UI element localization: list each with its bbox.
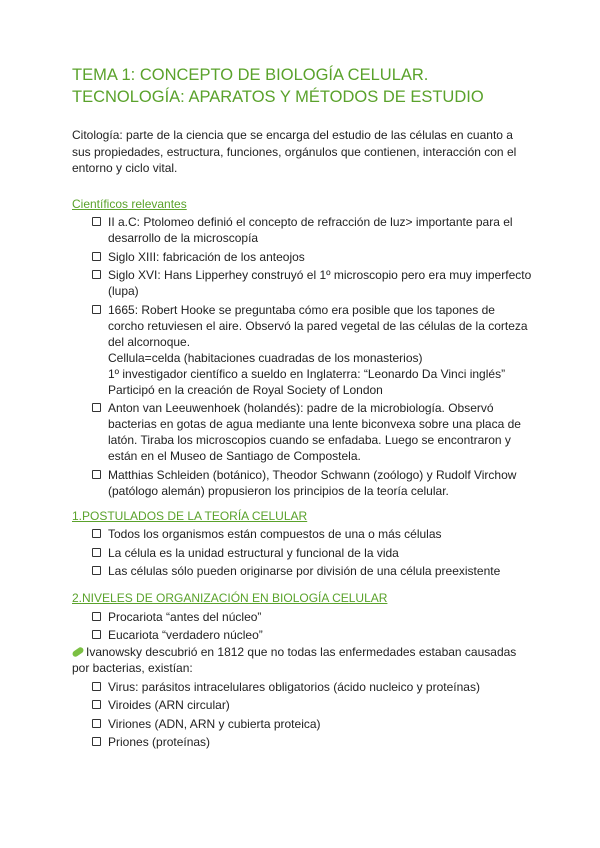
checkbox-icon[interactable] <box>92 403 101 412</box>
item-text: II a.C: Ptolomeo definió el concepto de refracción de luz> importante para el desarrollo de la microscopía <box>108 215 513 245</box>
section-heading-postulados: 1.POSTULADOS DE LA TEORÍA CELULAR <box>72 508 308 523</box>
cientificos-list <box>72 214 534 499</box>
list-item <box>92 627 534 643</box>
checkbox-icon[interactable] <box>92 630 101 639</box>
title-line-1: TEMA 1: CONCEPTO DE BIOLOGÍA CELULAR. <box>72 66 429 84</box>
list-item <box>92 716 534 732</box>
niveles-list-a <box>72 609 534 644</box>
postulados-list <box>72 526 534 579</box>
item-text: Anton van Leeuwenhoek (holandés): padre de la microbiología. Observó bacterias en gotas de agua mediante una lente biconvexa sobre una placa de latón. Tiraba los microscopios cuando se enfadaba. Luego se encontraron y están en el Museo de Santiago de Compostela. <box>108 401 521 463</box>
section-heading-niveles: 2.NIVELES DE ORGANIZACIÓN EN BIOLOGÍA CELULAR <box>72 591 388 605</box>
list-item <box>92 249 534 265</box>
checkbox-icon[interactable] <box>92 217 101 226</box>
ivanowsky-note <box>72 644 534 676</box>
list-item <box>92 734 534 750</box>
list-item <box>92 400 534 464</box>
item-text: La célula es la unidad estructural y funcional de la vida <box>108 545 399 560</box>
list-item <box>92 526 534 542</box>
item-text: Virus: parásitos intracelulares obligatorios (ácido nucleico y proteínas) <box>108 679 480 694</box>
checkbox-icon[interactable] <box>92 270 101 279</box>
pill-icon <box>71 646 84 658</box>
item-text: Siglo XVI: Hans Lipperhey construyó el 1º microscopio pero era muy imperfecto (lupa) <box>108 268 532 298</box>
checkbox-icon[interactable] <box>92 612 101 621</box>
checkbox-icon[interactable] <box>92 470 101 479</box>
checkbox-icon[interactable] <box>92 566 101 575</box>
list-item <box>92 302 534 398</box>
list-item <box>92 609 534 625</box>
item-text: Priones (proteínas) <box>108 735 211 749</box>
list-item <box>92 563 534 579</box>
item-text: Viriones (ADN, ARN y cubierta proteica) <box>108 716 321 731</box>
list-item <box>92 679 534 695</box>
item-text: Viroides (ARN circular) <box>108 698 230 712</box>
item-text: Siglo XIII: fabricación de los anteojos <box>108 249 305 264</box>
list-item <box>92 467 534 499</box>
item-extra-line: Cellula=celda (habitaciones cuadradas de los monasterios) <box>108 350 423 365</box>
item-extra-line: 1º investigador científico a sueldo en Inglaterra: “Leonardo Da Vinci inglés” <box>108 366 506 381</box>
item-text: Las células sólo pueden originarse por división de una célula preexistente <box>108 564 501 578</box>
list-item <box>92 214 534 246</box>
item-text: Todos los organismos están compuestos de una o más células <box>108 527 442 541</box>
checkbox-icon[interactable] <box>92 548 101 557</box>
checkbox-icon[interactable] <box>92 682 101 691</box>
checkbox-icon[interactable] <box>92 252 101 261</box>
note-text: Ivanowsky descubrió en 1812 que no todas las enfermedades estaban causadas por bacterias, existían: <box>72 645 517 675</box>
list-item <box>92 267 534 299</box>
list-item <box>92 545 534 561</box>
item-text: Eucariota “verdadero núcleo” <box>108 628 263 642</box>
page-title <box>72 64 534 108</box>
item-text: Procariota “antes del núcleo” <box>108 609 262 624</box>
checkbox-icon[interactable] <box>92 529 101 538</box>
intro-paragraph: Citología: parte de la ciencia que se encarga del estudio de las células en cuanto a sus propiedades, estructura, funciones, orgánulos que contienen, interacción con el entorno y ciclo vital. <box>72 128 517 175</box>
item-text: Matthias Schleiden (botánico), Theodor Schwann (zoólogo) y Rudolf Virchow (patólogo alemán) propusieron los principios de la teoría celular. <box>108 467 517 498</box>
item-extra-line: Participó en la creación de Royal Society of London <box>108 382 383 397</box>
checkbox-icon[interactable] <box>92 305 101 314</box>
checkbox-icon[interactable] <box>92 719 101 728</box>
checkbox-icon[interactable] <box>92 737 101 746</box>
niveles-list-b <box>72 679 534 751</box>
title-line-2: TECNOLOGÍA: APARATOS Y MÉTODOS DE ESTUDIO <box>72 88 484 106</box>
list-item <box>92 697 534 713</box>
checkbox-icon[interactable] <box>92 700 101 709</box>
document-page <box>72 64 534 750</box>
item-text: 1665: Robert Hooke se preguntaba cómo era posible que los tapones de corcho retuviesen el aire. Observó la pared vegetal de las células de la corteza del alcornoque. <box>108 302 528 349</box>
section-heading-cientificos: Científicos relevantes <box>72 196 187 211</box>
